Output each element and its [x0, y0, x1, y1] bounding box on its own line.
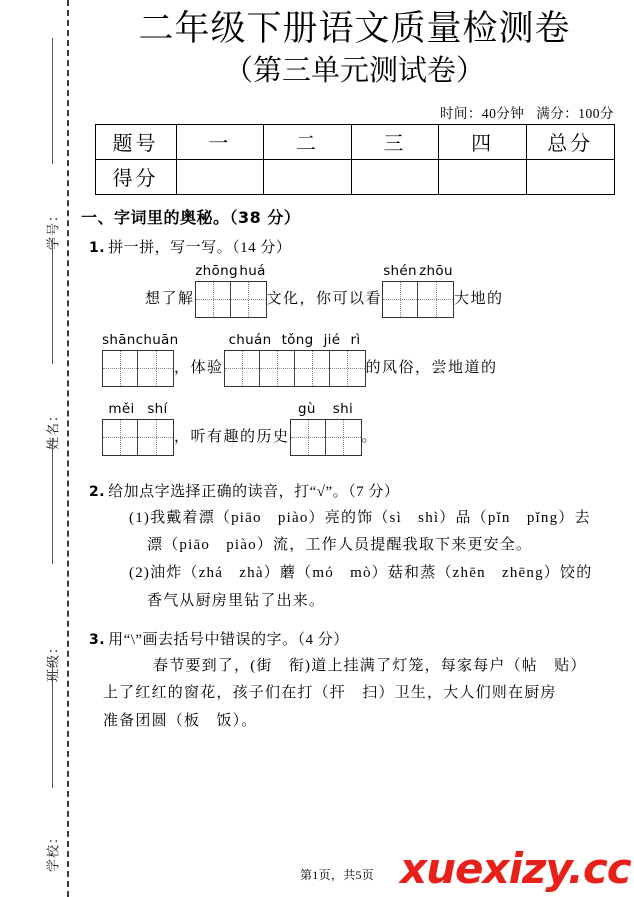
page-number: 第1页，共5页 — [300, 868, 375, 882]
score-table — [95, 124, 615, 195]
exam-duration: 时间：40分钟 — [439, 105, 525, 121]
q1-l1-text-2: 文化，你可以看 — [266, 290, 383, 307]
question-2-number: 2. — [89, 483, 106, 500]
tianzige-cell[interactable] — [326, 420, 361, 455]
score-table-score-row — [95, 159, 614, 194]
question-3-heading — [89, 628, 634, 649]
q2-item-2-line-a-text: 油炸（zhá zhà）蘑（mó mò）菇和蒸（zhēn zhēng）饺的 — [150, 565, 593, 582]
q2-item-2-line-a — [129, 560, 634, 588]
tianzige-cell[interactable] — [103, 420, 138, 455]
q1-l3-pinyin-2: gù shi — [298, 400, 353, 417]
q2-item-1-line-b: 漂（piāo piào）流，工作人员提醒我取下来更安全。 — [147, 537, 533, 554]
score-table-col-3: 三 — [351, 124, 439, 159]
site-watermark: xuexizy.cc — [400, 844, 631, 893]
q2-item-2-label: (2) — [129, 565, 151, 582]
section-heading-1: 一、字词里的奥秘。（38 分） — [81, 207, 301, 227]
exam-content — [75, 0, 634, 897]
page-subtitle: （第三单元测试卷） — [223, 55, 485, 88]
q1-l1-text-1: 想了解 — [145, 290, 195, 307]
q1-l2-pinyin-2: chuán tǒng jié rì — [228, 331, 361, 348]
question-1-number: 1. — [89, 239, 106, 256]
q1-l3-grid-1[interactable] — [102, 400, 174, 456]
question-1-text: 拼一拼，写一写。（14 分） — [108, 239, 292, 256]
page-title: 二年级下册语文质量检测卷 — [138, 9, 571, 48]
q1-l2-grid-2[interactable] — [224, 331, 366, 387]
score-cell-1[interactable] — [176, 159, 264, 194]
exam-full-score: 满分：100分 — [536, 105, 614, 121]
binding-rule-3 — [52, 438, 53, 564]
question-3-text: 用“\”画去括号中错误的字。（4 分） — [108, 631, 349, 648]
tianzige-cell[interactable] — [196, 282, 231, 317]
tianzige-cell[interactable] — [138, 351, 173, 386]
tianzige-cell[interactable] — [225, 351, 260, 386]
q1-l2-text-1: ，体验 — [174, 359, 224, 376]
q3-line-3: 准备团圆（板 饭）。 — [103, 713, 258, 730]
binding-label-name: 姓名： — [45, 408, 61, 451]
q1-l1-text-3: 大地的 — [454, 290, 504, 307]
binding-rule-4 — [52, 662, 53, 788]
binding-rule-2 — [52, 238, 53, 364]
q1-l1-pinyin-2: shén zhōu — [383, 262, 453, 279]
q1-l2-grid-1[interactable] — [102, 331, 179, 387]
q1-l1-grid-1[interactable] — [195, 262, 267, 318]
q2-item-1-line-a — [129, 505, 634, 533]
score-table-col-1: 一 — [176, 124, 264, 159]
question-3-number: 3. — [89, 631, 106, 648]
page-footer — [0, 843, 634, 893]
score-cell-total[interactable] — [526, 159, 614, 194]
binding-label-class: 班级： — [45, 640, 61, 683]
exam-meta — [75, 102, 614, 122]
q3-line-2: 上了红红的窗花，孩子们在打（扞 扫）卫生，大人们则在厨房 — [103, 685, 557, 702]
binding-dashed-line — [67, 0, 69, 897]
binding-rule-1 — [52, 38, 53, 164]
q1-l3-pinyin-1: měi shí — [108, 400, 168, 417]
tianzige-cell[interactable] — [383, 282, 418, 317]
q3-line-1: 春节要到了，(街 衔)道上挂满了灯笼，每家每户（帖 贴） — [153, 657, 587, 674]
tianzige-cell[interactable] — [291, 420, 326, 455]
q1-l2-text-2: 的风俗，尝地道的 — [365, 359, 498, 376]
question-2-heading — [89, 480, 634, 501]
binding-margin — [0, 0, 75, 897]
q2-item-2-line-b: 香气从厨房里钻了出来。 — [147, 592, 326, 609]
tianzige-cell[interactable] — [103, 351, 138, 386]
binding-label-school: 学校： — [45, 830, 61, 873]
question-2-text: 给加点字选择正确的读音，打“√”。（7 分） — [108, 483, 400, 500]
tianzige-cell[interactable] — [260, 351, 295, 386]
binding-label-student-id: 学号： — [45, 208, 61, 251]
q1-fill-line-3 — [75, 400, 634, 456]
tianzige-cell[interactable] — [418, 282, 453, 317]
score-cell-4[interactable] — [439, 159, 527, 194]
question-1-heading — [89, 236, 634, 257]
q1-fill-line-2 — [75, 331, 634, 387]
score-table-row-label-question: 题号 — [95, 124, 176, 159]
q2-item-1-line-a-text: 我戴着漂（piāo piào）亮的饰（sì shì）品（pǐn pǐng）去 — [150, 509, 591, 526]
score-table-header-row — [95, 124, 614, 159]
tianzige-cell[interactable] — [295, 351, 330, 386]
tianzige-cell[interactable] — [138, 420, 173, 455]
score-table-col-2: 二 — [264, 124, 352, 159]
score-table-row-label-score: 得分 — [95, 159, 176, 194]
q1-l3-text-2: 。 — [361, 428, 379, 445]
q1-l1-grid-2[interactable] — [382, 262, 454, 318]
q1-l1-pinyin-1: zhōng huá — [195, 262, 266, 279]
score-cell-2[interactable] — [264, 159, 352, 194]
score-cell-3[interactable] — [351, 159, 439, 194]
tianzige-cell[interactable] — [330, 351, 365, 386]
q1-l2-pinyin-1: shān chuān — [102, 331, 179, 348]
score-table-col-4: 四 — [439, 124, 527, 159]
score-table-col-total: 总分 — [526, 124, 614, 159]
tianzige-cell[interactable] — [231, 282, 266, 317]
q2-item-1-label: (1) — [129, 509, 151, 526]
q1-fill-line-1 — [75, 262, 634, 318]
q1-l3-text-1: ，听有趣的历史 — [174, 428, 290, 445]
q1-l3-grid-2[interactable] — [290, 400, 362, 456]
